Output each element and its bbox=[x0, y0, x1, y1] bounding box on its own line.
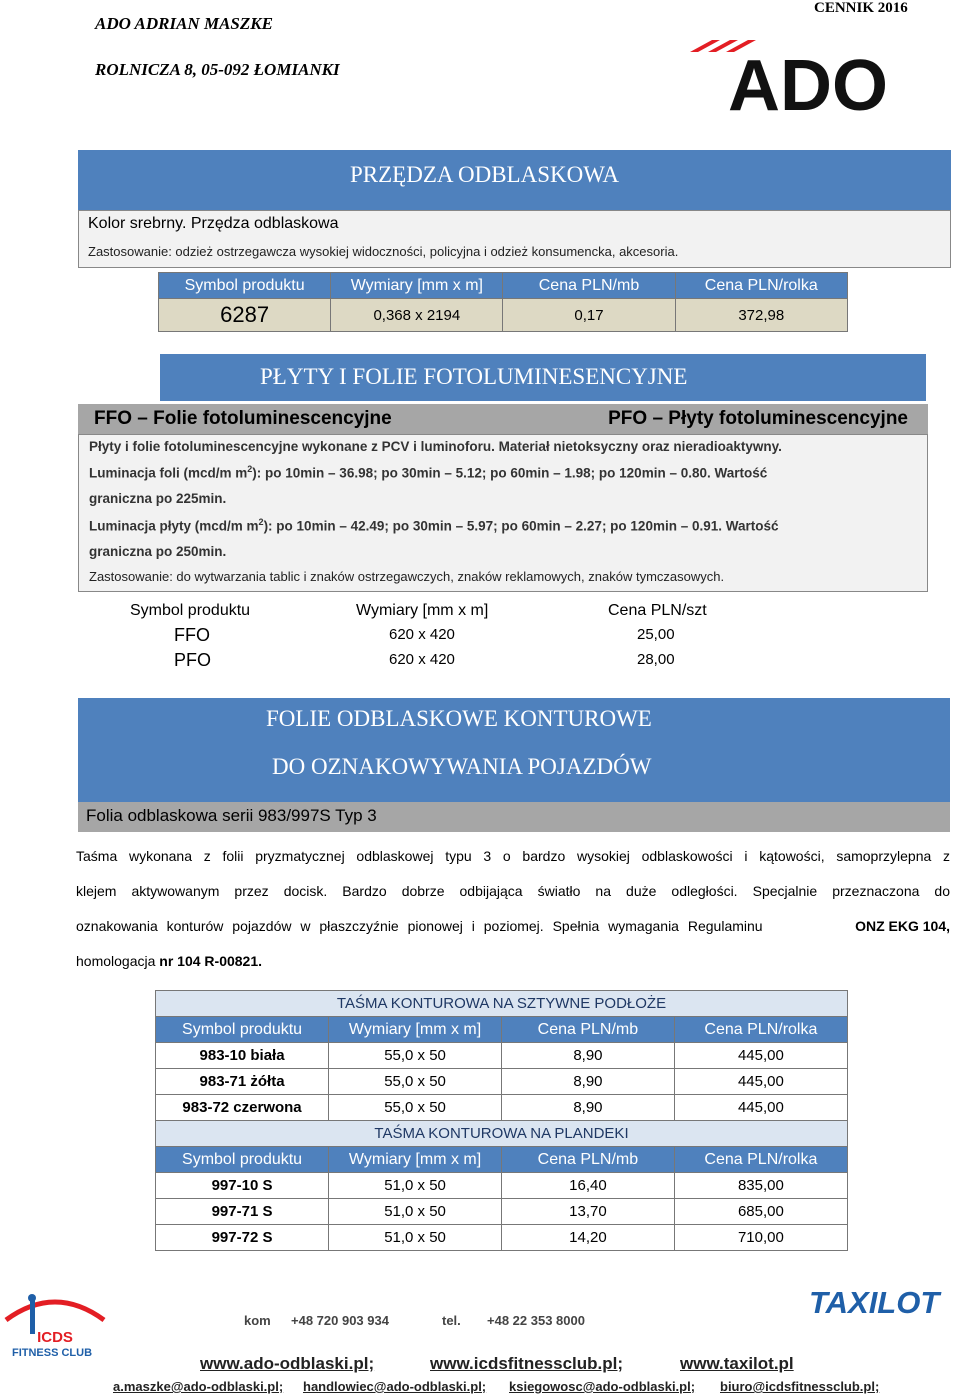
col-header: Symbol produktu bbox=[156, 1017, 329, 1043]
table-row: 997-72 S 51,0 x 50 14,20 710,00 bbox=[156, 1225, 848, 1251]
col-header: Cena PLN/mb bbox=[502, 1017, 675, 1043]
svg-text:FITNESS CLUB: FITNESS CLUB bbox=[11, 1347, 93, 1359]
group-title: TAŚMA KONTUROWA NA PLANDEKI bbox=[156, 1121, 848, 1147]
svg-text:ICDS: ICDS bbox=[37, 1329, 73, 1346]
table-cell: 28,00 bbox=[637, 651, 675, 668]
plate-luminance-end: graniczna po 250min. bbox=[89, 544, 227, 559]
icds-logo bbox=[0, 1290, 110, 1360]
section2-header bbox=[160, 354, 926, 401]
section3-subtitle: Folia odblaskowa serii 983/997S Typ 3 bbox=[86, 806, 377, 825]
section2-usage: Zastosowanie: do wytwarzania tablic i znaków ostrzegawczych, znaków reklamowych, znaków tymczasowych. bbox=[89, 569, 725, 584]
section3-title1: FOLIE ODBLASKOWE KONTUROWE bbox=[266, 706, 652, 731]
plate-luminance: Luminacja płyty (mcd/m $m^2$): po 10min – 42.49; po 30min – 5.97; po 60min – 2.27; po 120min – 0.91. Wartość bbox=[89, 517, 779, 534]
pfo-subtitle: PFO – Płyty fotoluminescencyjne bbox=[608, 408, 908, 429]
table-row: 983-71 żółta 55,0 x 50 8,90 445,00 bbox=[156, 1069, 848, 1095]
table-row: 997-10 S 51,0 x 50 16,40 835,00 bbox=[156, 1173, 848, 1199]
table-cell: 620 x 420 bbox=[389, 626, 455, 643]
price-list-label: CENNIK 2016 bbox=[814, 0, 908, 16]
table-cell: FFO bbox=[174, 625, 210, 645]
col-header: Cena PLN/rolka bbox=[674, 1017, 847, 1043]
section2-subheader bbox=[78, 404, 928, 434]
section3-paragraph-line: Taśma wykonana z folii pryzmatycznej odblaskowej typu 3 o bardzo wysokiej odblaskowości i kątowości, samoprzylepna z bbox=[76, 848, 950, 864]
table-cell: 25,00 bbox=[637, 626, 675, 643]
section2-box bbox=[78, 434, 928, 592]
svg-text:TAXILOT: TAXILOT bbox=[809, 1285, 940, 1317]
section3-paragraph-line: homologacja nr 104 R-00821. bbox=[76, 953, 263, 969]
section3-title2: DO OZNAKOWYWANIA POJAZDÓW bbox=[272, 754, 652, 779]
company-address: ROLNICZA 8, 05-092 ŁOMIANKI bbox=[95, 60, 340, 79]
col-header: Symbol produktu bbox=[159, 273, 331, 299]
section3-header bbox=[78, 698, 950, 802]
section1-title: PRZĘDZA ODBLASKOWA bbox=[350, 162, 619, 187]
col-header: Symbol produktu bbox=[130, 602, 251, 619]
section3-paragraph-line: oznakowania konturów pojazdów w płaszczyźnie pionowej i poziomej. Spełnia wymagania Regulaminu ONZ EKG 104, bbox=[76, 918, 950, 934]
table-cell: 372,98 bbox=[675, 299, 847, 332]
col-header: Wymiary [mm x m] bbox=[329, 1147, 502, 1173]
table-cell: PFO bbox=[174, 650, 212, 670]
section1-usage: Zastosowanie: odzież ostrzegawcza wysokiej widoczności, policyjna i odzież konsumencka, akcesoria. bbox=[88, 244, 679, 259]
mobile-phone[interactable]: +48 720 903 934 bbox=[291, 1313, 389, 1328]
table-cell: 620 x 420 bbox=[389, 651, 455, 668]
company-name: ADO ADRIAN MASZKE bbox=[95, 14, 273, 33]
col-header: Wymiary [mm x m] bbox=[356, 602, 489, 619]
website-link-icds[interactable]: www.icdsfitnessclub.pl; bbox=[430, 1354, 624, 1373]
section1-subtitle: Kolor srebrny. Przędza odblaskowa bbox=[88, 215, 339, 232]
website-link-ado[interactable]: www.ado-odblaski.pl; bbox=[200, 1354, 375, 1373]
section3-subheader bbox=[78, 802, 950, 832]
logo-text: ADO bbox=[728, 46, 888, 114]
section2-title: PŁYTY I FOLIE FOTOLUMINESENCYJNE bbox=[260, 364, 688, 389]
ado-logo bbox=[690, 40, 926, 114]
ffo-subtitle: FFO – Folie fotoluminescencyjne bbox=[94, 408, 392, 429]
col-header: Cena PLN/rolka bbox=[675, 273, 847, 299]
section2-desc: Płyty i folie fotoluminescencyjne wykonane z PCV i luminoforu. Materiał nietoksyczny oraz nieradioaktywny. bbox=[89, 439, 782, 454]
email-link[interactable]: biuro@icdsfitnessclub.pl; bbox=[720, 1379, 880, 1394]
tel-label: tel. bbox=[442, 1313, 461, 1328]
email-link[interactable]: a.maszke@ado-odblaski.pl; bbox=[113, 1379, 284, 1394]
table-row: 983-72 czerwona 55,0 x 50 8,90 445,00 bbox=[156, 1095, 848, 1121]
email-link[interactable]: ksiegowosc@ado-odblaski.pl; bbox=[509, 1379, 696, 1394]
contour-tape-table bbox=[155, 990, 848, 1251]
col-header: Cena PLN/rolka bbox=[674, 1147, 847, 1173]
taxilot-logo bbox=[805, 1283, 955, 1317]
table-cell: 0,368 x 2194 bbox=[331, 299, 503, 332]
col-header: Cena PLN/mb bbox=[502, 1147, 675, 1173]
col-header: Cena PLN/mb bbox=[503, 273, 675, 299]
foil-luminance-end: graniczna po 225min. bbox=[89, 491, 227, 506]
group-title: TAŚMA KONTUROWA NA SZTYWNE PODŁOŻE bbox=[156, 991, 848, 1017]
email-link[interactable]: handlowiec@ado-odblaski.pl; bbox=[303, 1379, 487, 1394]
section1-table bbox=[158, 272, 848, 332]
website-link-taxilot[interactable]: www.taxilot.pl bbox=[680, 1354, 794, 1373]
table-row: 983-10 biała 55,0 x 50 8,90 445,00 bbox=[156, 1043, 848, 1069]
section3-paragraph-line: klejem aktywowanym przez docisk. Bardzo dobrze odbijająca światło na duże odległości. Specjalnie przeznaczona do bbox=[76, 883, 950, 899]
tel-phone[interactable]: +48 22 353 8000 bbox=[487, 1313, 585, 1328]
col-header: Wymiary [mm x m] bbox=[331, 273, 503, 299]
section1-header bbox=[78, 150, 951, 210]
table-cell: 6287 bbox=[159, 299, 331, 332]
col-header: Wymiary [mm x m] bbox=[329, 1017, 502, 1043]
col-header: Symbol produktu bbox=[156, 1147, 329, 1173]
table-row: 997-71 S 51,0 x 50 13,70 685,00 bbox=[156, 1199, 848, 1225]
col-header: Cena PLN/szt bbox=[608, 602, 707, 619]
mobile-label: kom bbox=[244, 1313, 271, 1328]
section1-box bbox=[78, 210, 951, 268]
table-cell: 0,17 bbox=[503, 299, 675, 332]
foil-luminance: Luminacja foli (mcd/m $m^2$): po 10min – 36.98; po 30min – 5.12; po 60min – 1.98; po 120min – 0.80. Wartość bbox=[89, 464, 768, 481]
